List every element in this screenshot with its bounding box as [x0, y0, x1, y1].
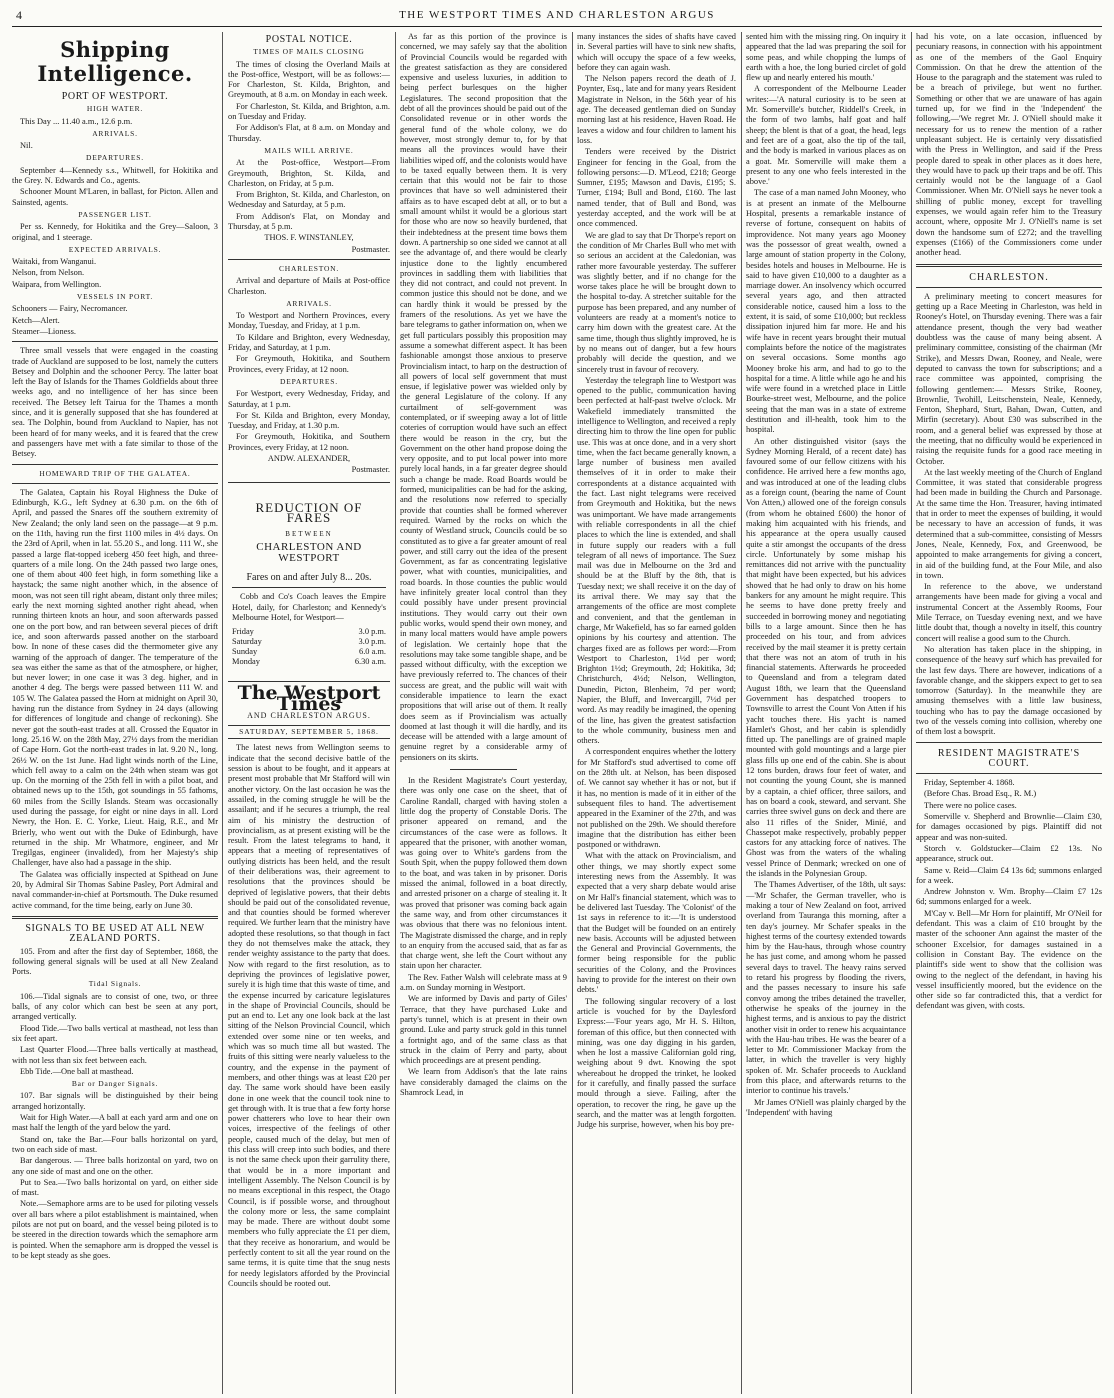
- arrivals-text: Nil.: [20, 141, 33, 151]
- column-4: [577, 32, 736, 1392]
- column-rule: [741, 32, 742, 1394]
- fares-route: CHARLESTON AND WESTPORT: [256, 541, 362, 564]
- departures-label: DEPARTURES.: [280, 376, 338, 386]
- arrive-label: MAILS WILL ARRIVE.: [264, 145, 354, 155]
- fares-table: [232, 627, 386, 667]
- fares-time: 3.0 p.m.: [358, 637, 386, 647]
- divider: [916, 264, 1102, 267]
- fares-day: Friday: [232, 627, 254, 637]
- article-text: The Thames Advertiser, of the 18th, ult says:—'Mr Schafer, the German traveller, who is making a tour of New Zealand on foot, arrived overland from Tauranga this morning, after a ten day's journey. Mr Schafer speaks in the highest terms of the courtesy extended towards him by the Hau-haus, through whose country he has just come, and among whom he passed several days to travel. The heavy rains served to retard his progress by flooding the rivers, and the passes necessary to insure his safe convoy among the tribes detained the traveller, otherwise he speaks of the journey in the highest terms, and is anxious to pay the district another visit in order to renew his acquaintance with the Hau-hau tribes. He was the bearer of a letter to Mr. Commissioner Mackay from the latter, in which the traveller is very highly spoken of. Mr. Schafer proceeds to Auckland from this place, and afterwards returns to the interior to continue his travels.': [746, 880, 906, 1096]
- postal-text: For St. Kilda and Brighton, every Monday, Tuesday, and Friday, at 1.30 p.m.: [228, 410, 390, 431]
- divider: [232, 587, 386, 588]
- article-text: Yesterday the telegraph line to Westport was opened to the public, communication having been perfected at half-past twelve o'clock. Mr Wakefield immediately transmitted the intelligence to Wellington, and received a reply directing him to throw the line open for public use. This was at once done, and in a very short time, when the fact became generally known, a large number of business men availed themselves of it in order to make their correspondents at a distance acquainted with the fact. Last night telegrams were received from Greymouth and Hokitika, but the news was unimportant. We have made arrangements with reliable correspondents in all the chief places to which the line is extended, and shall in future supply our readers with a full telegram of all news of importance. The Suez mail was due in Melbourne on the 3rd and should be at the Bluff by the 8th, that is Tuesday next; we shall receive it on the day of its arrival there. We may say that the arrangements of the office are most complete and convenient, and that the gentleman in charge, Mr Wakefield, has so far earned golden opinions by his courtesy and attention. The charges fixed are as follows per word:—From Westport to Charleston, 1½d per word; Brighton 1½d; Greymouth, 2d; Hokitika, 3d; Christchurch, 4½d; Nelson, Wellington, Dunedin, Picton, Blenheim, 7d per word; Napier, the Bluff, and Invercargill, 7½d per word. As may readily be imagined, the opening of the line, has given the greatest satisfaction to the whole community, business men and others.: [577, 375, 736, 746]
- divider: [916, 773, 1102, 774]
- editorial-text: The latest news from Wellington seems to indicate that the second decisive battle of the session is about to be fought, and it appears at present most probable that Mr Stafford will win another victory. On the last occasion he was the assailed, in the coming struggle he will be the assailant; and if he secures a triumph, the real aim of his ministry the destruction of provincialism, as at present existing will be the result. From the latest telegrams to hand, it appears that a meeting of representatives of outlying districts has been held, and the result of their deliberations was, their agreement to resolutions that the provinces should be deprived of legislative powers, that their debts should be paid out of the consolidated revenue, and that counties should be formed wherever required. We further learn that the ministry have adopted these resolutions, so that though in fact they do not themselves make the attack, they render weighty assistance to the party that does. Now with regard to the first resolution, as to depriving the provinces of legislative power, surely it is high time that this waste of time, and the expense incurred by caricature legislatures in the shape of Provincial Councils, should be put an end to. Let any one look back at the last sitting of the Nelson Provincial Council, which extended over some nine or ten weeks, and which was so much time all but wasted. The fruits of this sitting were nearly valueless to the country, and the expense in the payment of members, and other things was at least £20 per day. The same work should have been easily done in one week that the council took nine to get through with. It is true that a few forty horse power chatterers who love to hear their own voices, irrespective of the feelings of other people, caused much of the delay, but men of this class will creep into such bodies, and there is not the same check upon their garrulity there, that would be in a more important and intelligent Assembly. The Nelson Council is by no means exceptional in this respect, the Otago Council, is if possible worse, and throughout the colony more or less, the same complaint may be made. There are without doubt some members who fully appreciate the £1 per diem, that they receive as honorarium, and would be perfectly content to sit all the year round on the same terms, it is quite time that the snug nests for needy legislators afforded by the Provincial Councils should be rooted out.: [228, 743, 390, 1288]
- signoff-role: Postmaster.: [351, 465, 390, 475]
- postal-text: The times of closing the Overland Mails at the Post-office, Westport, will be as follows:—For Charleston, St. Kilda, Brighton, and Greymouth, at 8 a.m. on Monday in each week.: [228, 59, 390, 100]
- article-text: We learn from Addison's that the late rains have considerably damaged the claims on the Shamrock Lead, in: [400, 1067, 567, 1097]
- article-text: Tenders were received by the District Engineer for fencing in the Goal, from the following persons:—D. M'Leod, £218; George Sumner, £195; Mawson and Davis, £195; S. Turner, £194; Bull and Bond, £160. The last named tender, that of Bull and Bond, was yesterday accepted, and the work will be at once commenced.: [577, 147, 736, 229]
- postal-text: From Brighton, St. Kilda, and Charleston, on Wednesday and Saturday, at 5 p.m.: [228, 190, 390, 210]
- charleston-mail-title: CHARLESTON.: [278, 263, 340, 273]
- article-text: As far as this portion of the province is concerned, we may safely say that the abolition of Provincial Councils would be regarded with the greatest satisfaction as they are considered expensive and useless luxuries, in addition to being perfect burlesques on the higher Legislatures. The second proposition that the debt of all the provinces should be paid out of the Consolidated revenue or in other words the general fund of the whole colony, we do however, most strongly demur to, for by that means all the provinces would have their liabilities wiped off, and the colonists would have to be taxed equally between them. It is very certain that this would not be fair to those provinces that have so well administered their affairs as to have escaped debt at all, or to but a small amount whilst it would be a glorious start for those who are now so heavily burdened, that their indebtedness at the present time bows them down. A partnership so one sided we cannot at all see the advantage of, and there would be clearly injustice done to the lightly encumbered provinces in saddling them with liabilities that they did not contract, and could not prevent. In common justice this should not be done, and we can hardly think it would be pressed by the framers of the resolutions. As yet we have the bare telegrams to gather information on, when we get full particulars possibly this proposition may assume a somewhat different aspect. It has been fashionable amongst those anxious to preserve Provincialism intact, to harp on the destruction of all powers of local self government that must ensue, if legislative power was wielded only by the general Legislature of the colony. If any curtailment of self-government was contemplated, or if sweeping away a lot of little coteries of corruption would have such an effect there would be reason in the cry, but the Government on the other hand propose doing the very opposite, and to put local power into more purely local hands, in a far greater degree should such a change be made. Road Boards would be formed, municipalities can be had for the asking, and the resolutions now referred to specially provide that counties shall be formed wherever required. Warned by the rocks on which the county of Westland struck, Councils could be so constituted as to give a far greater amount of real power, and still carry out the idea of the present Government, as far as concentrating legislative power, what with counties, municipalities, and road boards. In those counties the public would have infinitely greater local control than they could possibly have under present provincial institutions. They would carry out their own public works, would spend their own money, and in many local matters would have ample powers of legislation. We certainly hope that the resolutions may take some tangible shape, and be passed without difficulty, with the exception we have previously referred to. The chances of their success are great, and the public will wait with considerable impatience to learn the exact propositions that will arise out of them. It really does seem as if Provincialism was actually doomed at last though it will die hardly, and its decease will be attended with a large amount of genuine regret by a considerable army of pensioners on its skirts.: [400, 32, 567, 762]
- signals-text: Last Quarter Flood.—Three balls vertically at masthead, with not less than six feet between each.: [12, 1045, 218, 1065]
- column-6: [916, 32, 1102, 1392]
- fares-day: Monday: [232, 657, 260, 667]
- newspaper-title: THE WESTPORT TIMES AND CHARLESTON ARGUS: [399, 9, 715, 21]
- signals-text: Bar dangerous. — Three balls horizontal on yard, two on any one side of mast and one on the other.: [12, 1156, 218, 1176]
- galatea-title: HOMEWARD TRIP OF THE GALATEA.: [39, 468, 191, 478]
- court-text: Same v. Reid—Claim £4 13s 6d; summons enlarged for a week.: [916, 865, 1102, 885]
- tidal-label: Tidal Signals.: [88, 979, 142, 989]
- arrivals-label: ARRIVALS.: [92, 128, 138, 138]
- postal-text: For Greymouth, Hokitika, and Southern Provinces, every Friday, at 12 noon.: [228, 432, 390, 452]
- article-text: many instances the sides of shafts have caved in. Several parties will have to sink new shafts, which will occupy the space of a few weeks, before they can again wash.: [577, 32, 736, 72]
- divider: [916, 742, 1102, 743]
- fares-time: 6.0 a.m.: [359, 647, 386, 657]
- court-text: M'Cay v. Bell—Mr Horn for plaintiff, Mr O'Neil for defendant. This was a claim of £10 brought by the master of the schooner Ann against the master of the schooner Excelsior, for damages sustained in a collision in Constant Bay. The evidence on the plaintiff's side went to show that the collision was owing to the neglect of the defendant, in having his vessel insufficiently moored, but the evidence on the other side so far contradicted this, that a verdict for defendant was given, with costs.: [916, 908, 1102, 1011]
- charleston-title: CHARLESTON.: [969, 271, 1049, 283]
- divider: [12, 464, 218, 465]
- masthead-subtitle: AND CHARLESTON ARGUS.: [247, 710, 371, 720]
- divider: [12, 341, 218, 342]
- fares-row: [232, 627, 386, 637]
- fares-day: Saturday: [232, 637, 262, 647]
- expected-text: Waipara, from Wellington.: [12, 279, 102, 289]
- arrivals-label: ARRIVALS.: [286, 298, 332, 308]
- fares-row: [232, 637, 386, 647]
- article-text: sented him with the missing ring. On inquiry it appeared that the lad was preparing the soil for some peas, and while chopping the lumps of earth with a hoe, the long buried circlet of gold flew up and nearly entered his mouth.': [746, 32, 906, 83]
- signoff: THOS. F. WINSTANLEY,: [264, 233, 354, 243]
- vessels-text: Steamer—Lioness.: [12, 326, 76, 336]
- signals-text: 106.—Tidal signals are to consist of one, two, or three balls, of any color which can best be seen at any port, arranged vertically.: [12, 991, 218, 1022]
- bar-label: Bar or Danger Signals.: [71, 1079, 159, 1089]
- article-text: An other distinguished visitor (says the Sydney Morning Herald, of a recent date) has favoured some of our fellow citizens with his confidence. He arrived here a few months ago, and was introduced at one of the leading clubs as a foreign count, (bearing the name of Count Von Atten,) allowed one of the foreign consuls (from whom he obtained £600) the honor of making him acquainted with his friends, and his appearance at the opera usually caused quite a stir amongst the occupants of the dress circle. Unfortunately by some mishap his remittances did not arrive with the punctuality that might have been expected, but his advices showed that he had only to draw on his home bankers for any amount he might require. This he seems to have done pretty freely and succeeded in borrowing money and negotiating bills to a large amount. Since then he has proceeded on his tour, and from advices received by the mail steamer it is pretty certain that there was not an atom of truth in his financial statements. Afterwards he proceeded to Queensland and from a telegram dated August 18th, we learn that the Queensland Government has despatched troopers to Townsville to arrest the Count Von Atten if his yacht touches there. His yacht is named Hamlet's Ghost, and her cabin is splendidly fitted up. The panellings are of grained maple mounted with gold mountings and a large pier glass fills up one end of the cabin. She is about 12 tons burden, draws four feet of water, and not counting the young Count, she is manned by a captain, a chief officer, three sailors, and has on board a cook, steward, and servant. She carries three swivel guns on deck and there are also 11 rifles of the Snider, Minié, and Chassepot make respectively, probably pepper castors for any attacking force of natives. The Ghost was from the waters of the whaling vessel Prince of Denmark; wrecked on one of the islands in the Polynesian Group.: [746, 436, 906, 879]
- article-text: A correspondent of the Melbourne Leader writes:—'A natural curiosity is to be seen at Mr. Somerville's butcher, Riddell's Creek, in the form of two lambs, half goat and half sheep; the blent is that of a goat, the head, legs and feet are of a goat, also the tip of the tail, and the body is marked in various places as on a goat. Mr. Somerville will make them a present to any one who feels interested in the above.': [746, 84, 906, 187]
- postal-text: From Addison's Flat, on Monday and Thursday, at 5 p.m.: [228, 211, 390, 232]
- postal-text: For Greymouth, Hokitika, and Southern Provinces, every Friday, at 12 noon.: [228, 354, 390, 374]
- column-1: [12, 32, 218, 1392]
- high-water-label: HIGH WATER.: [86, 104, 144, 114]
- court-text: Somerville v. Shepherd and Brownlie—Claim £30, for damages occasioned by pigs. Plaintiff did not appear and was non-suited.: [916, 812, 1102, 842]
- postal-text: At the Post-office, Westport—From Greymouth, Brighton, St. Kilda, and Charleston, on Friday, at 5 p.m.: [228, 158, 390, 188]
- divider: [228, 259, 390, 260]
- signals-text: Put to Sea.—Two balls horizontal on yard, on either side of mast.: [12, 1177, 218, 1198]
- departures-text: Schooner Mount M'Laren, in ballast, for Picton. Allen and Sainsted, agents.: [12, 187, 218, 207]
- expected-label: EXPECTED ARRIVALS.: [68, 244, 162, 254]
- signals-text: Ebb Tide.—One ball at masthead.: [20, 1066, 134, 1076]
- article-text: had his vote, on a late occasion, influenced by pecuniary reasons, in connection with his appointment as one of the members of the Gaol Enquiry Commission. On that he drew the attention of the House to the paragraph and the statement was ruled to be a breach of privilege, but went no further. Something or other that we are unaware of has again turned up, for we find in the 'Independent' the following,—'We regret Mr. J. O'Niell should make it necessary for us to renew the mention of a rather unpleasant subject. He is certainly very dissatisfied with the Press in Wellington, and said if the Press people dared to speak in other places as it does here, they would have to pack up their traps and be off. This certainly would not be the language of a Gaol Commissioner. When Mr. O'Niell says he never took a shilling of public money, except for travelling expenses, we would again refer him to the Treasury account, where, opposite Mr J. O'Niell's name is set down the handsome sum of £272; and the travelling expenses (£166) of the Commissioners come under another head.: [916, 32, 1102, 258]
- article-text: At the last weekly meeting of the Church of England Committee, it was stated that considerable progress had been made in building the Church and Parsonage. At the same time the Hon. Treasurer, having intimated that in order to meet the expenses of building, it would be necessary to have an accession of funds, it was determined that a sub-committee, consisting of Messrs Jones, Neale, Kennedy, Fox, and Greenwood, be appointed to make arrangements for giving a concert, in aid of the building fund, at the Four Mile, and also in town.: [916, 467, 1102, 580]
- high-water-text: This Day ... 11.40 a.m., 12.6 p.m.: [20, 116, 133, 126]
- signals-text: 107. Bar signals will be distinguished by their being arranged horizontally.: [12, 1091, 218, 1111]
- signals-text: Flood Tide.—Two balls vertical at masthead, not less than six feet apart.: [12, 1023, 218, 1043]
- fares-time: 3.0 p.m.: [358, 627, 386, 637]
- article-text: No alteration has taken place in the shipping, in consequence of the heavy surf which has prevailed for the last few days. There are however, indications of a favorable change, and the skippers expect to get to sea tomorrow (Saturday). In the meanwhile they are amusing themselves with a little law business, touching who has to pay the damage occasioned by two of the vessels coming into collision, whereby one of them lost a bowsprit.: [916, 644, 1102, 737]
- signals-title: SIGNALS TO BE USED AT ALL NEW ZEALAND PORTS.: [25, 922, 205, 945]
- departures-text: September 4—Kennedy s.s., Whitwell, for Hokitika and the Grey. N. Edwards and Co., agents.: [12, 165, 218, 186]
- departures-label: DEPARTURES.: [86, 153, 144, 163]
- signals-text: 105. From and after the first day of September, 1868, the following general signals will be used at all New Zealand Ports.: [12, 946, 218, 977]
- article-text: The Galatea was officially inspected at Spithead on June 20, by Admiral Sir Thomas Sabine Pasley, Port Admiral and naval commander-in-chief at Portsmouth. The Duke resumed active command, for the time being, early on June 30.: [12, 869, 218, 910]
- signals-text: Wait for High Water.—A ball at each yard arm and one on mast half the length of the yard below the yard.: [12, 1113, 218, 1133]
- postal-subtitle: TIMES OF MAILS CLOSING: [253, 47, 365, 57]
- article-text: In reference to the above, we understand arrangements have been made for giving a vocal and instrumental Concert at the Assembly Rooms, Four Mile Terrace, on Tuesday evening next, and we have little doubt that, though a novelty in itself, this country concert will realise a good sum to the Church.: [916, 582, 1102, 643]
- column-rule: [572, 32, 573, 1394]
- article-text: The Nelson papers record the death of J. Poynter, Esq., late and for many years Resident Magistrate in Nelson, in the 56th year of his age. The deceased gentleman died on Sunday morning last at his residence, Haven Road. He leaves a widow and four children to lament his loss.: [577, 74, 736, 145]
- expected-text: Waitaki, from Wanganui.: [12, 257, 97, 267]
- postal-text: For Addison's Flat, at 8 a.m. on Monday and Thursday.: [228, 123, 390, 143]
- article-text: Three small vessels that were engaged in the coasting trade of Auckland are supposed to be lost, namely the cutters Betsey and Dolphin and the schooner Percy. The latter boat left the Bay of Islands for the Thames Goldfields about three weeks ago, and no intelligence of her has since been received. The Betsey left Tairua for the Thames a month since, and it is generally supposed that she has foundered at sea. The Dolphin, bound from Auckland to Napier, has not been heard of for many weeks, and it is feared that the crew and passengers have met with a fate similar to those of the Betsey.: [12, 346, 218, 459]
- fares-date: Fares on and after July 8... 20s.: [246, 572, 372, 584]
- column-2: [228, 32, 390, 1392]
- masthead: The Westport Times: [237, 682, 381, 715]
- court-text: Storch v. Goldstucker—Claim £2 13s. No appearance, struck out.: [916, 843, 1102, 864]
- postal-title: POSTAL NOTICE.: [265, 34, 353, 45]
- vessels-text: Ketch—Alert.: [12, 315, 60, 325]
- article-text: The following singular recovery of a lost article is vouched for by the Daylesford Express:—'Four years ago, Mr H. S. Hilton, foreman of this office, but then connected with mining, was one day digging in his garden, when he lost a massive Californian gold ring, weighing about 9 dwt. Knowing the spot whereabout he dropped the trinket, he looked for it carefully, and finally passed the surface mould through a sieve. Failing, after the operation, to recover the ring, he gave up the search, and the matter was at length forgotten. Judge his surprise, however, when his boy pre-: [577, 996, 736, 1130]
- divider: [450, 769, 517, 770]
- column-rule: [911, 32, 912, 1394]
- issue-date: SATURDAY, SEPTEMBER 5, 1868.: [228, 725, 390, 739]
- fares-title: REDUCTION OF FARES: [255, 499, 363, 525]
- expected-text: Nelson, from Nelson.: [12, 268, 85, 278]
- rm-before: (Before Chas. Broad Esq., R. M.): [924, 789, 1037, 799]
- rm-court-title: RESIDENT MAGISTRATE'S COURT.: [937, 747, 1081, 769]
- page-header: [12, 4, 1102, 27]
- divider: [916, 287, 1102, 288]
- court-text: Andrew Johnston v. Wm. Brophy—Claim £7 12s 6d; summons enlarged for a week.: [916, 887, 1102, 907]
- passenger-text: Per ss. Kennedy, for Hokitika and the Grey—Saloon, 3 original, and 1 steerage.: [12, 222, 218, 242]
- article-text: We are glad to say that Dr Thorpe's report on the condition of Mr Charles Bull who met with so serious an accident at the Caledonian, was rather more favourable yesterday. The sufferer was slightly better, and if no change for the worse takes place he will be brought down to the hospital to-day. A stretcher suitable for the purpose has been prepared, and any number of volunteers are ready at a moment's notice to carry him down with the greatest care. At the same time, though thus slightly improved, he is by no means out of danger, but a few hours probably will decide the question, and we sincerely trust in favour of recovery.: [577, 230, 736, 374]
- postal-text: For Westport, every Wednesday, Friday, and Saturday, at 1 p.m.: [228, 389, 390, 409]
- column-5: [746, 32, 906, 1392]
- postal-text: To Westport and Northern Provinces, every Monday, Tuesday, and Friday, at 1 p.m.: [228, 311, 390, 331]
- article-text: What with the attack on Provincialism, and other things, we may shortly expect some interesting news from the Assembly. It was expected that a very sharp debate would arise on Mr Hall's financial statement, which was to be delivered last Tuesday. The 'Colonist' of the 1st says in reference to it:—'It is understood that the Budget will be founded on an entirely new basis. Accounts will be adjusted between the General and Provincial Governments, the former being responsible for the public securities of the Colony, and the Provinces having to provide for the interest on their own debts.': [577, 851, 736, 995]
- postal-text: For Charleston, St. Kilda, and Brighton, a.m. on Tuesday and Friday.: [228, 101, 390, 122]
- fares-time: 6.30 a.m.: [354, 657, 386, 667]
- vessels-label: VESSELS IN PORT.: [76, 292, 154, 302]
- vessels-text: Schooners — Fairy, Necromancer.: [12, 304, 128, 314]
- signoff: ANDW. ALEXANDER,: [267, 453, 351, 463]
- shipping-title: Shipping Intelligence.: [37, 37, 193, 86]
- fares-coach: Cobb and Co's Coach leaves the Empire Hotel, daily, for Charleston; and Kennedy's Melbourne Hotel, for Westport—: [232, 592, 386, 622]
- column-3: [400, 32, 567, 1392]
- port-title: PORT OF WESTPORT.: [61, 91, 169, 102]
- page-number: 4: [16, 8, 24, 22]
- postal-text: Arrival and departure of Mails at Post-office Charleston.: [228, 276, 390, 296]
- column-rule: [222, 32, 223, 1394]
- article-text: The Rev. Father Walsh will celebrate mass at 9 a.m. on Sunday morning in Westport.: [400, 972, 567, 993]
- article-text: The Galatea, Captain his Royal Highness the Duke of Edinburgh, K.G., left Sydney at 6.30 p.m. on the 6th of April, and passed the Snares off the southern extremity of New Zealand; the only land seen on the passage—at 9 p.m. on the 11th, having run the first 1100 miles in 4½ days. On the 23rd of April, when in lat. 55.20 S., and long. 111 W., she passed a large flat-topped iceberg 450 feet high, and three-quarters of a mile long. On the 24th passed two large ones, one of them about 400 feet high, in form something like a haystack; the same night another which, in the absence of moon, was not seen till right abeam, distant only three miles; early the next morning sighted another right ahead, when running thirteen knots an hour, and soon afterwards passed one on the port bow, and ran between several pieces of drift ice, and soon afterwards passed another on the starboard bow. In none of these cases did the thermometer give any warning of the approach of danger. The temperature of the sea was either the same as that of the atmosphere, or higher, but never lower; in one case it was 3 deg. higher, and in another 4 deg. The bergs were passed between 111 W. and 105 W. The Galatea passed the Horn at midnight on April 30, having run the distance from Sydney in 24 days (allowing for differences of longitude and change of reckoning). She never got the south-east trades at all. Crossed the Equator in long. 25.16 W. on the 28th May, 27½ days from the meridian of Cape Horn. Got the north-east trades in lat. 9.20 N., long. 26½ W. on the 1st June. Had light winds north of the Line, which fell away to a calm on the 24th when steam was got up. On the morning of the 25th fell in with a pilot boat, and obtained news up to the 15th, got soundings in 55 fathoms, 60 miles from the Scilly Islands. Steam was occasionally used during the passage, for eight or nine days in all. Lord Newry, the Hon. E. C. Yorke, Lieut. Haig, R.E., and Mr Brierly, who went out with the Duke of Edinburgh, have returned in the ship. Mr Whatmore, engineer, and Mr Tregilgas, engineer (invalided), from her Majesty's ship Challenger, have also had a passage in the ship.: [12, 487, 218, 868]
- article-text: Mr James O'Niell was plainly charged by the 'Independent' with having: [746, 1097, 906, 1117]
- passenger-label: PASSENGER LIST.: [78, 209, 152, 219]
- court-text: There were no police cases.: [924, 800, 1017, 810]
- article-text: A preliminary meeting to concert measures for getting up a Race Meeting in Charleston, was held in Rooney's Hotel, on Thursday evening. There was a fair attendance present, though the very bad weather doubtless was the cause of many being absent. A preliminary committee, consisting of the chairman (Mr Strike), and Messrs Dwan, Rooney, and Neale, were deputed to canvass the town for subscriptions; and a race committee was appointed, comprising the following gentlemen:— Messrs Strike, Rooney, Brownlie, Twohill, Leitschenstein, Neale, Kennedy, Fenton, Shephard, Sturt, Bahan, Dwan, Cutten, and Mirfin (secretary). About £30 was subscribed in the room, and a general belief was expressed by those at the meeting, that no difficulty would be experienced in raising the requisite funds for a good race meeting in October.: [916, 291, 1102, 466]
- article-text: We are informed by Davis and party of Giles' Terrace, that they have purchased Luke and party's tunnel, which is at present in their own ground. Luke and party struck gold in this tunnel a fortnight ago, and of the same class as that struck in the claim of Perry and party, about which proceedings are at present pending.: [400, 994, 567, 1066]
- signals-text: Stand on, take the Bar.—Four balls horizontal on yard, two on each side of mast.: [12, 1134, 218, 1154]
- divider: [12, 916, 218, 919]
- fares-row: [232, 657, 386, 667]
- fares-day: Sunday: [232, 647, 258, 657]
- rm-date: Friday, September 4. 1868.: [924, 778, 1015, 788]
- article-text: In the Resident Magistrate's Court yesterday, there was only one case on the sheet, that of Caroline Randall, charged with having stolen a little dog the property of Constable Doris. The prisoner appeared on remand, and the circumstances of the case were as follows. It appeared that the prisoner, with another woman, was going over to White's gardens from the South Spit, when the puppy followed them down to the boat, and was taken in by prisoner. Doris missed the animal, followed in a boat directly, and arrested prisoner on a charge of stealing it. It was proved that prisoner was coming back again the same way, and from other circumstances it was obvious that there was no felonious intent. The Magistrate dismissed the charge, and in reply to an enquiry from the accused said, that as far as that charge went, she left the Court without any stain upon her character.: [400, 776, 567, 971]
- article-text: A correspondent enquires whether the lottery for Mr Stafford's stud advertised to come off on the 28th ult. at Nelson, has been disposed of. We cannot say whether it has or not, but if it has, no mention is made of it in either of the subsequent files to hand. The advertisement appeared in the Examiner of the 27th, and was not published on the 29th. We should therefore imagine that the distribution has either been postponed or withdrawn.: [577, 747, 736, 850]
- signals-text: Note.—Semaphore arms are to be used for piloting vessels over all bars where a pilot establishment is maintained, when pilots are not put on board, and the vessel being piloted is to be steered in the direction towards which the semaphore arm is pointed. When the semaphore arm is dropped the vessel is to be kept steady as she goes.: [12, 1199, 218, 1260]
- fares-between: BETWEEN: [285, 530, 333, 539]
- divider: [12, 483, 218, 484]
- fares-advertisement: [228, 482, 390, 683]
- fares-row: [232, 647, 386, 657]
- article-text: The case of a man named John Mooney, who is at present an inmate of the Melbourne Hospital, presents a remarkable instance of reverse of fortune, consequent on habits of improvidence. Not many years ago Mooney was the possessor of great wealth, owned a large amount of station property in the Colony, besides hotels and houses in Melbourne. He is said to have given £10,000 to a daughter as a marriage dower. An insolvency which occurred several years ago, and then attracted considerable notice, caused him a loss to the extent, it is said, of some £10,000; but reckless dissipation injured him far more. He and his wife have in recent years brought their mutual complaints before the notice of the magistrates on several occasions. Some months ago Mooney broke his arm, and had to go to the hospital for a time. A little while ago he and his wife were found in a wretched place in Little Bourke-street west, Melbourne, and the police seeing that the man was in a state of extreme destitution and ill-health, took him to the hospital.: [746, 188, 906, 435]
- signoff-role: Postmaster.: [351, 244, 390, 254]
- column-rule: [395, 32, 396, 1394]
- postal-text: To Kildare and Brighton, every Wednesday, Friday, and Saturday, at 1 p.m.: [228, 332, 390, 353]
